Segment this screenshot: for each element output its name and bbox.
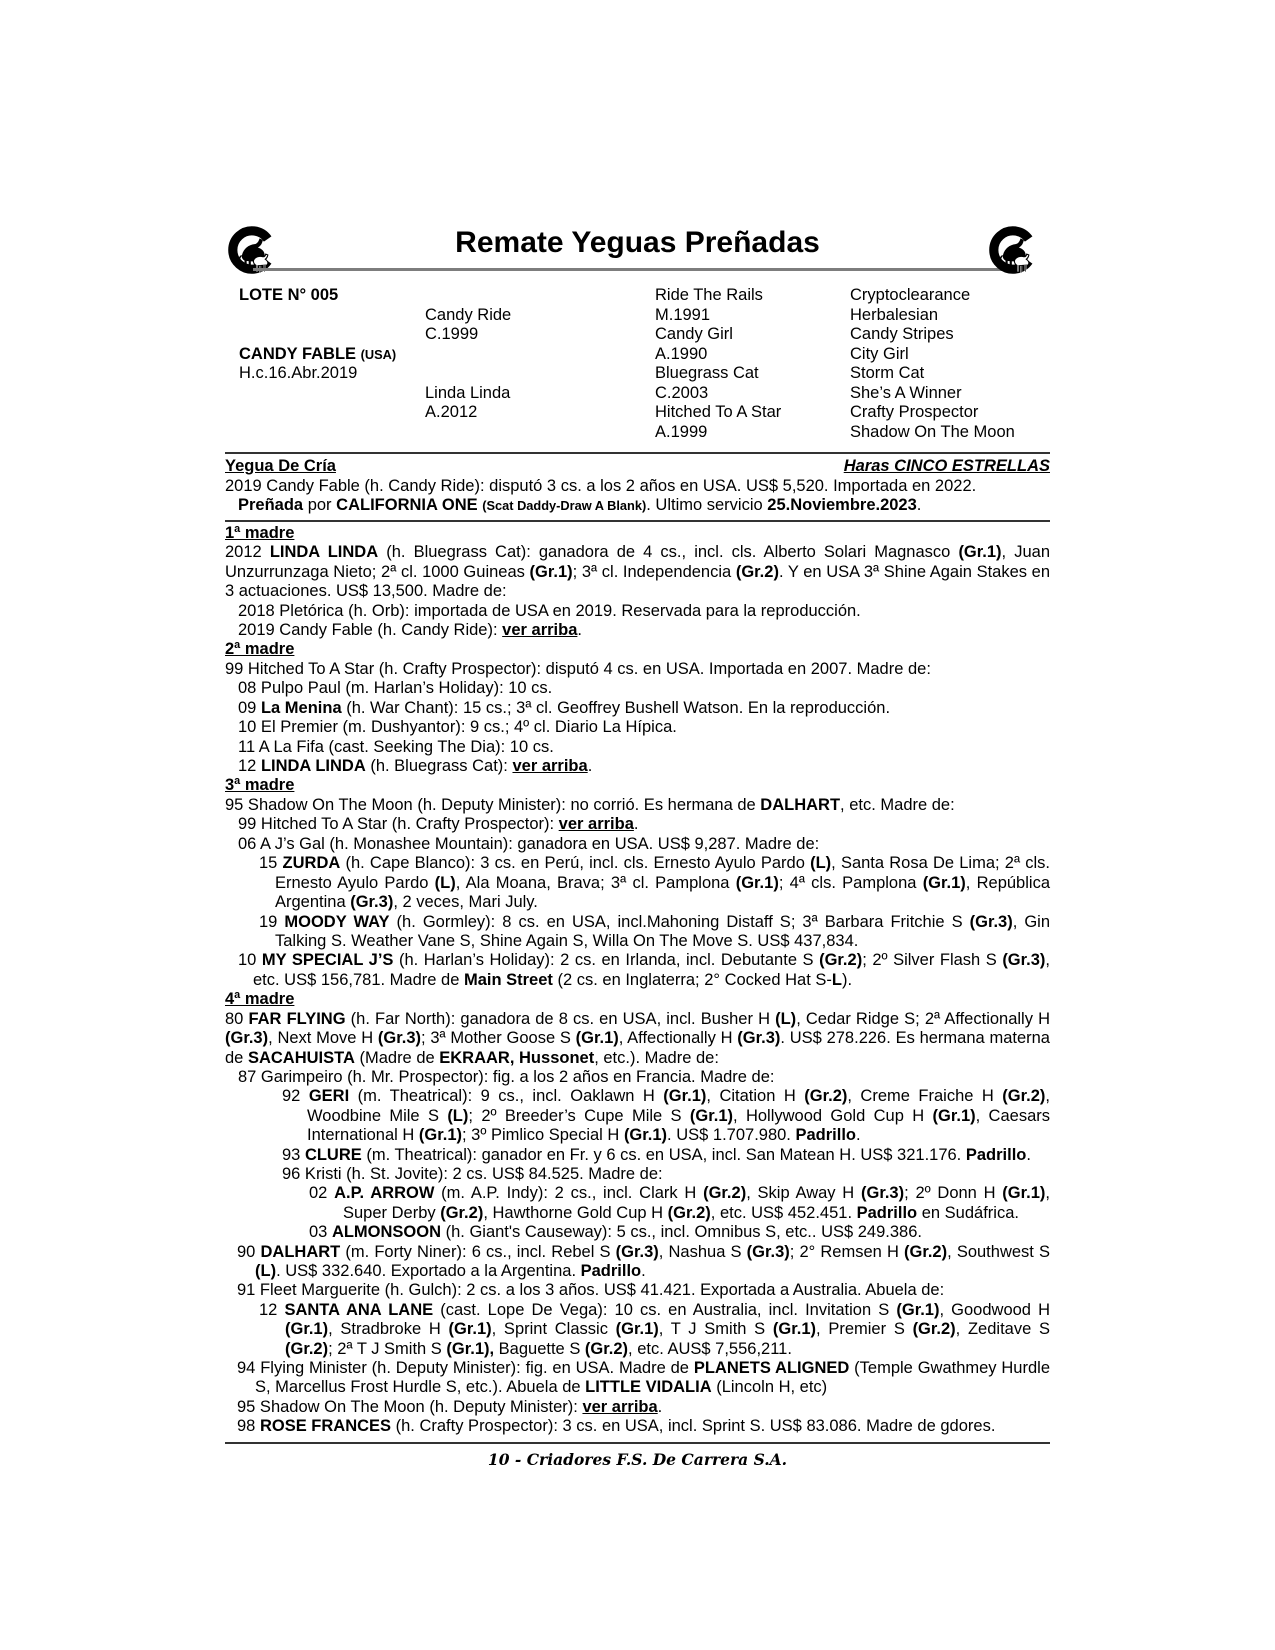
pedigree-cell	[655, 423, 707, 443]
pedigree-paragraph	[225, 1087, 1050, 1145]
text-run: (Gr.1)	[735, 873, 779, 892]
text-run: Crafty Prospector	[850, 403, 979, 421]
text-run: ALMONSOON	[331, 1223, 442, 1242]
pedigree-cell	[850, 384, 962, 404]
pedigree-cell	[239, 345, 396, 365]
text-run: 10 El Premier (m. Dushyantor): 9 cs.; 4º cl. Diario La Hípica.	[238, 718, 677, 737]
text-run: 09	[238, 698, 261, 717]
text-run: , T J Smith S	[658, 1320, 773, 1339]
text-run: ; 2ª T J Smith S	[328, 1339, 447, 1358]
text-run: 99 Hitched To A Star (h. Crafty Prospector):	[238, 815, 559, 834]
text-run: (Gr.1)	[285, 1320, 329, 1339]
text-run: ; 2º Silver Flash S	[862, 951, 1003, 970]
section-heading: 3ª madre	[225, 776, 295, 795]
pedigree-table	[225, 286, 1050, 446]
text-run: , Sprint Classic	[491, 1320, 616, 1339]
text-run: (Gr.2)	[1002, 1087, 1046, 1106]
text-run: (Gr.2)	[904, 1242, 948, 1261]
text-run: 90	[237, 1242, 261, 1261]
text-run: (2 cs. en Inglaterra; 2° Cocked Hat S-	[552, 970, 832, 989]
text-run: , 2 veces, Mari July.	[393, 893, 538, 912]
divider-above-footer	[225, 1442, 1050, 1444]
text-run: 10	[238, 951, 262, 970]
divider-below-intro	[225, 520, 1050, 522]
text-run: (Gr.3)	[1002, 951, 1046, 970]
text-run: Candy Girl	[655, 325, 733, 343]
text-run: .	[856, 1126, 861, 1145]
text-run: , Caesars International H	[307, 1106, 1050, 1145]
text-run: Padrillo	[965, 1145, 1027, 1164]
text-run: , Cedar Ridge S; 2ª Affectionally H	[796, 1009, 1050, 1028]
text-run: (cast. Lope De Vega): 10 cs. en Australia, incl. Invitation S	[433, 1300, 897, 1319]
text-run: , Southwest S	[947, 1242, 1051, 1261]
text-run: , etc. AUS$ 7,556,211.	[628, 1339, 792, 1358]
text-run: .	[916, 496, 922, 515]
header-divider	[253, 268, 1022, 271]
pedigree-cell	[655, 384, 708, 404]
text-run: 2012	[225, 543, 270, 562]
text-run: (h. Gormley): 8 cs. en USA, incl.Mahoning Distaff S; 3ª Barbara Fritchie S	[389, 912, 970, 931]
pedigree-cell	[655, 306, 710, 326]
text-run: (Gr.2)	[819, 951, 863, 970]
text-run: . Y en USA 3ª Shine Again Stakes en 3 actuaciones. US$ 13,500. Madre de:	[225, 562, 1050, 601]
text-run: City Girl	[850, 344, 909, 363]
pedigree-paragraph	[225, 854, 1050, 912]
pedigree-paragraph	[225, 1010, 1050, 1068]
pedigree-cell	[655, 286, 763, 306]
text-run: (Gr.3)	[377, 1029, 422, 1048]
text-run: (Gr.1),	[446, 1339, 495, 1358]
text-run: ).	[841, 970, 853, 989]
intro-block	[225, 477, 1050, 516]
text-run: Herbalesian	[850, 305, 939, 324]
pedigree-cell	[655, 364, 759, 384]
text-run: (Temple Gwathmey Hurdle S, Marcellus Frost Hurdle S, etc.). Abuela de	[255, 1359, 1051, 1397]
text-run: (h. War Chant): 15 cs.; 3ª cl. Geoffrey Bushell Watson. En la reproducción.	[341, 698, 891, 717]
text-run: .	[577, 621, 582, 640]
text-run: .	[641, 1262, 646, 1280]
pedigree-paragraph	[225, 477, 1050, 496]
text-run: (Gr.1)	[689, 1106, 734, 1125]
text-run: (Gr.3)	[746, 1242, 790, 1261]
text-run: 2019 Candy Fable (h. Candy Ride):	[238, 621, 503, 640]
pedigree-paragraph	[225, 1146, 1050, 1165]
text-run: ver arriba	[558, 815, 634, 834]
text-run: (Gr.1)	[448, 1320, 492, 1339]
text-run: FAR FLYING	[248, 1009, 346, 1028]
text-run: , Santa Rosa De Lima; 2ª cls. Ernesto Ayulo Pardo	[275, 854, 1051, 892]
text-run: 80	[225, 1009, 249, 1028]
text-run: , República Argentina	[275, 873, 1050, 912]
text-run: , Next Move H	[268, 1029, 378, 1048]
text-run: , Woodbine Mile S	[307, 1087, 1050, 1125]
text-run: ; 2º Breeder’s Cupe Mile S	[468, 1106, 690, 1125]
text-run: (Gr.1)	[958, 543, 1002, 562]
pedigree-paragraph	[225, 602, 1050, 621]
text-run: (Lincoln H, etc)	[711, 1378, 828, 1397]
text-run: La Menina	[260, 698, 342, 717]
text-run: Baguette S	[494, 1339, 585, 1358]
text-run: (m. A.P. Indy): 2 cs., incl. Clark H	[434, 1184, 704, 1203]
text-run: MY SPECIAL J’S	[261, 951, 394, 970]
text-run: DALHART	[260, 1242, 341, 1261]
pedigree-paragraph	[225, 1301, 1050, 1359]
text-run: L	[831, 970, 842, 989]
text-run: (h. Giant's Causeway): 5 cs., incl. Omnibus S, etc.. US$ 249.386.	[441, 1223, 922, 1242]
text-run: 08 Pulpo Paul (m. Harlan’s Holiday): 10 cs.	[238, 679, 553, 698]
text-run: (L)	[447, 1106, 469, 1125]
pedigree-paragraph	[225, 496, 1050, 515]
text-run: (L)	[434, 873, 456, 892]
text-run: CALIFORNIA ONE	[336, 496, 483, 515]
text-run: .	[1026, 1145, 1031, 1164]
text-run: , Hawthorne Gold Cup H	[483, 1203, 668, 1222]
text-run: She’s A Winner	[850, 383, 962, 402]
text-run: . US$ 278.226. Es hermana materna de	[225, 1029, 1050, 1067]
text-run: Candy Stripes	[850, 325, 954, 343]
text-run: por	[303, 496, 337, 515]
text-run: (Gr.2)	[735, 562, 779, 581]
pedigree-cell	[850, 286, 970, 306]
pedigree-paragraph	[225, 621, 1050, 640]
text-run: , Premier S	[816, 1320, 913, 1339]
text-run: Padrillo	[580, 1262, 642, 1280]
text-run: , etc. US$ 156,781. Madre de	[253, 951, 1051, 989]
text-run: (Gr.1)	[575, 1029, 619, 1048]
text-run: , etc. Madre de:	[840, 796, 955, 815]
text-run: , Citation H	[706, 1087, 805, 1106]
text-run: (Scat Daddy-Draw A Blank)	[482, 498, 647, 514]
pedigree-paragraph	[225, 738, 1050, 757]
pedigree-paragraph	[225, 1281, 1050, 1300]
pedigree-cell	[655, 345, 707, 365]
text-run: ver arriba	[502, 621, 578, 640]
pedigree-paragraph	[225, 660, 1050, 679]
text-run: (Gr.3)	[225, 1029, 269, 1048]
text-run: , Creme Fraiche H	[847, 1087, 1003, 1106]
text-run: CLURE	[304, 1145, 362, 1164]
page-content	[225, 220, 1050, 1469]
pedigree-cell	[850, 423, 1015, 443]
text-run: (Gr.3)	[350, 893, 394, 912]
text-run: 91 Fleet Marguerite (h. Gulch): 2 cs. a los 3 años. US$ 41.421. Exportada a Australia. Abuela de:	[237, 1281, 945, 1300]
text-run: 03	[309, 1223, 332, 1242]
page-header	[225, 220, 1050, 278]
text-run: (Gr.1)	[772, 1320, 817, 1339]
text-run: 95 Shadow On The Moon (h. Deputy Minister):	[237, 1397, 583, 1416]
section-heading: 1ª madre	[225, 523, 295, 542]
text-run: 96 Kristi (h. St. Jovite): 2 cs. US$ 84.525. Madre de:	[282, 1164, 663, 1183]
text-run: , Hollywood Gold Cup H	[733, 1106, 933, 1125]
text-run: ; 4ª cls. Pamplona	[778, 873, 923, 892]
text-run: (Gr.2)	[667, 1203, 711, 1222]
text-run: EKRAAR, Hussonet	[439, 1048, 595, 1067]
text-run: (h. Far North): ganadora de 8 cs. en USA, incl. Busher H	[345, 1009, 776, 1028]
page-footer: 10 - Criadores F.S. De Carrera S.A.	[487, 1449, 788, 1469]
text-run: 15	[259, 854, 283, 873]
text-run: LOTE N° 005	[239, 286, 339, 304]
text-run: (Gr.2)	[584, 1339, 629, 1358]
pedigree-cell	[850, 306, 938, 326]
text-run: (Gr.1)	[663, 1087, 707, 1106]
text-run: 95 Shadow On The Moon (h. Deputy Minister): no corrió. Es hermana de	[225, 796, 761, 815]
text-run: (L)	[775, 1009, 797, 1028]
text-run: (Madre de	[354, 1048, 440, 1067]
text-run: , Gin Talking S. Weather Vane S, Shine Again S, Willa On The Move S. US$ 437,834.	[275, 912, 1051, 950]
pedigree-paragraph	[225, 699, 1050, 718]
text-run: 19	[259, 912, 285, 931]
text-run: Storm Cat	[850, 364, 925, 382]
text-run: Padrillo	[795, 1126, 856, 1145]
text-run: , Nashua S	[658, 1242, 747, 1261]
text-run: , etc.). Madre de:	[594, 1048, 719, 1067]
horse-circle-logo-right	[988, 222, 1038, 278]
text-run: (Gr.3)	[737, 1029, 781, 1048]
section-heading: 2ª madre	[225, 640, 295, 659]
text-run: LINDA LINDA	[260, 757, 366, 776]
text-run: ZURDA	[282, 854, 341, 873]
text-run: LINDA LINDA	[269, 543, 379, 562]
text-run: (Gr.3)	[860, 1184, 905, 1203]
text-run: 99 Hitched To A Star (h. Crafty Prospector): disputó 4 cs. en USA. Importada en 2007. Madre de:	[225, 660, 931, 679]
pedigree-paragraph	[225, 1165, 1050, 1184]
text-run: , Ala Moana, Brava; 3ª cl. Pamplona	[455, 873, 736, 892]
haras-name: Haras CINCO ESTRELLAS	[843, 457, 1050, 475]
text-run: Bluegrass Cat	[655, 364, 759, 382]
pedigree-paragraph	[225, 718, 1050, 737]
pedigree-cell	[655, 325, 733, 345]
text-run: 12	[259, 1300, 285, 1319]
subheader-row	[225, 456, 1050, 477]
text-run: ver arriba	[582, 1397, 658, 1416]
text-run: (Gr.1)	[1002, 1184, 1046, 1203]
text-run: , Juan Unzurrunzaga Nieto; 2ª cl. 1000 Guineas	[225, 543, 1051, 581]
text-run: , Skip Away H	[746, 1184, 861, 1203]
text-run: H.c.16.Abr.2019	[239, 364, 358, 382]
text-run: (Gr.1)	[896, 1300, 940, 1319]
text-run: GERI	[308, 1087, 350, 1106]
pedigree-paragraph	[225, 1417, 1050, 1436]
text-run: DALHART	[760, 796, 841, 815]
text-run: Cryptoclearance	[850, 286, 971, 304]
section-heading: 4ª madre	[225, 990, 295, 1009]
text-run: (L)	[810, 854, 832, 873]
text-run: Ride The Rails	[655, 286, 763, 304]
text-run: 02	[309, 1184, 335, 1203]
pedigree-paragraph	[225, 543, 1050, 601]
text-run: LITTLE VIDALIA	[585, 1378, 712, 1397]
pedigree-paragraph	[225, 835, 1050, 854]
text-run: M.1991	[655, 305, 711, 324]
pedigree-paragraph	[225, 951, 1050, 990]
text-run: ; 3ª Mother Goose S	[421, 1029, 576, 1048]
text-run: 25.Noviembre.2023	[767, 496, 917, 515]
page-title: Remate Yeguas Preñadas	[455, 226, 820, 259]
text-run: (Gr.1)	[529, 562, 573, 581]
pedigree-cell	[425, 384, 510, 404]
text-run: .	[633, 815, 639, 834]
text-run: 98	[237, 1417, 260, 1436]
text-run: A.2012	[425, 403, 478, 421]
text-run: , etc. US$ 452.451.	[710, 1203, 857, 1222]
text-run: Main Street	[463, 970, 553, 989]
text-run: A.1990	[655, 344, 708, 363]
text-run: (Gr.3)	[615, 1242, 659, 1261]
text-run: 2018 Pletórica (h. Orb): importada de USA en 2019. Reservada para la reproducción.	[238, 601, 861, 620]
text-run: ; 3º Pimlico Special H	[462, 1126, 624, 1145]
text-run: PLANETS ALIGNED	[693, 1359, 850, 1378]
text-run: (h. Bluegrass Cat): ganadora de 4 cs., incl. cls. Alberto Solari Magnasco	[378, 543, 959, 562]
text-run: (Gr.3)	[969, 912, 1013, 931]
text-run: (L)	[255, 1262, 277, 1280]
text-run: A.1999	[655, 422, 708, 441]
pedigree-paragraph	[225, 1398, 1050, 1417]
text-run: C.2003	[655, 383, 709, 402]
pedigree-cell	[850, 364, 924, 384]
text-run: (h. Harlan’s Holiday): 2 cs. en Irlanda, incl. Debutante S	[393, 951, 820, 970]
text-run: (h. Cape Blanco): 3 cs. en Perú, incl. cls. Ernesto Ayulo Pardo	[340, 854, 811, 873]
pedigree-cell	[850, 403, 978, 423]
text-run: , Goodwood H	[939, 1300, 1050, 1319]
pedigree-paragraph	[225, 913, 1050, 952]
text-run: , Super Derby	[343, 1184, 1050, 1222]
pedigree-cell	[425, 403, 477, 423]
text-run: (Gr.2)	[440, 1203, 484, 1222]
text-run: ; 2° Remsen H	[789, 1242, 904, 1261]
pedigree-cell	[850, 345, 909, 365]
text-run: SACAHUISTA	[247, 1048, 355, 1067]
text-run: 92	[282, 1087, 309, 1106]
text-run: (Gr.2)	[804, 1087, 848, 1106]
text-run: 2019 Candy Fable (h. Candy Ride): disputó 3 cs. a los 2 años en USA. US$ 5,520. Importada en 2022.	[225, 477, 977, 495]
pedigree-paragraph	[225, 815, 1050, 834]
text-run: 87 Garimpeiro (h. Mr. Prospector): fig. a los 2 años en Francia. Madre de:	[238, 1067, 775, 1086]
pedigree-cell	[425, 306, 511, 326]
text-run: 12	[238, 757, 261, 776]
pedigree-cell	[239, 364, 357, 384]
text-run: (Gr.2)	[703, 1184, 747, 1203]
text-run: SANTA ANA LANE	[284, 1300, 434, 1319]
text-run: , Stradbroke H	[328, 1320, 449, 1339]
text-run: ver arriba	[512, 757, 588, 776]
text-run: (Gr.1)	[932, 1106, 976, 1125]
text-run: Preñada	[238, 496, 304, 515]
text-run: . US$ 332.640. Exportado a la Argentina.	[276, 1262, 581, 1280]
pedigree-cell	[425, 325, 478, 345]
pedigree-paragraph	[225, 757, 1050, 776]
text-run: ; 3ª cl. Independencia	[572, 562, 736, 581]
pedigree-paragraph	[225, 1184, 1050, 1223]
text-run: CANDY FABLE	[239, 344, 361, 363]
text-run: (Gr.2)	[285, 1339, 329, 1358]
text-run: (m. Forty Niner): 6 cs., incl. Rebel S	[340, 1242, 616, 1261]
text-run: (h. Bluegrass Cat):	[365, 757, 513, 776]
mare-category-label: Yegua De Cría	[225, 457, 336, 475]
pedigree-paragraph	[225, 1359, 1050, 1398]
pedigree-cell	[655, 403, 781, 423]
text-run: , Affectionally H	[618, 1029, 738, 1048]
text-run: MOODY WAY	[284, 912, 390, 931]
pedigree-paragraph	[225, 679, 1050, 698]
text-run: , Zeditave S	[955, 1320, 1050, 1339]
text-run: Shadow On The Moon	[850, 422, 1015, 441]
text-run: A.P. ARROW	[334, 1184, 435, 1203]
text-run: Padrillo	[856, 1203, 918, 1222]
text-run: (Gr.1)	[418, 1126, 463, 1145]
text-run: 11 A La Fifa (cast. Seeking The Dia): 10 cs.	[238, 737, 554, 756]
text-run: Candy Ride	[425, 305, 512, 324]
text-run: C.1999	[425, 325, 479, 343]
text-run: ; 2º Donn H	[904, 1184, 1003, 1203]
text-run: .	[587, 757, 593, 776]
text-run: (Gr.1)	[922, 873, 966, 892]
text-run: en Sudáfrica.	[917, 1203, 1019, 1222]
text-run: (USA)	[360, 346, 397, 362]
text-run: (Gr.1)	[623, 1126, 668, 1145]
text-run: . US$ 1.707.980.	[667, 1126, 796, 1145]
text-run: .	[657, 1397, 663, 1416]
pedigree-paragraph	[225, 1068, 1050, 1087]
text-run: (m. Theatrical): 9 cs., incl. Oaklawn H	[349, 1087, 664, 1106]
divider-above-subheader	[225, 452, 1050, 454]
text-run: Hitched To A Star	[655, 403, 782, 421]
text-run: (h. Crafty Prospector): 3 cs. en USA, incl. Sprint S. US$ 83.086. Madre de gdores.	[391, 1417, 996, 1436]
text-run: Linda Linda	[425, 383, 511, 402]
text-run: 94 Flying Minister (h. Deputy Minister): fig. en USA. Madre de	[237, 1359, 694, 1378]
text-run: (Gr.2)	[912, 1320, 956, 1339]
text-run: (Gr.1)	[615, 1320, 659, 1339]
text-run: . Ultimo servicio	[646, 496, 768, 515]
text-run: ROSE FRANCES	[259, 1417, 392, 1436]
text-run: 93	[282, 1145, 305, 1164]
text-run: 06 A J’s Gal (h. Monashee Mountain): ganadora en USA. US$ 9,287. Madre de:	[238, 834, 820, 853]
pedigree-paragraph	[225, 796, 1050, 815]
pedigree-paragraph	[225, 1243, 1050, 1282]
pedigree-cell	[239, 286, 338, 306]
sections	[225, 524, 1050, 1437]
text-run: (m. Theatrical): ganador en Fr. y 6 cs. en USA, incl. San Matean H. US$ 321.176.	[361, 1145, 966, 1164]
pedigree-paragraph	[225, 1223, 1050, 1242]
pedigree-cell	[850, 325, 954, 345]
